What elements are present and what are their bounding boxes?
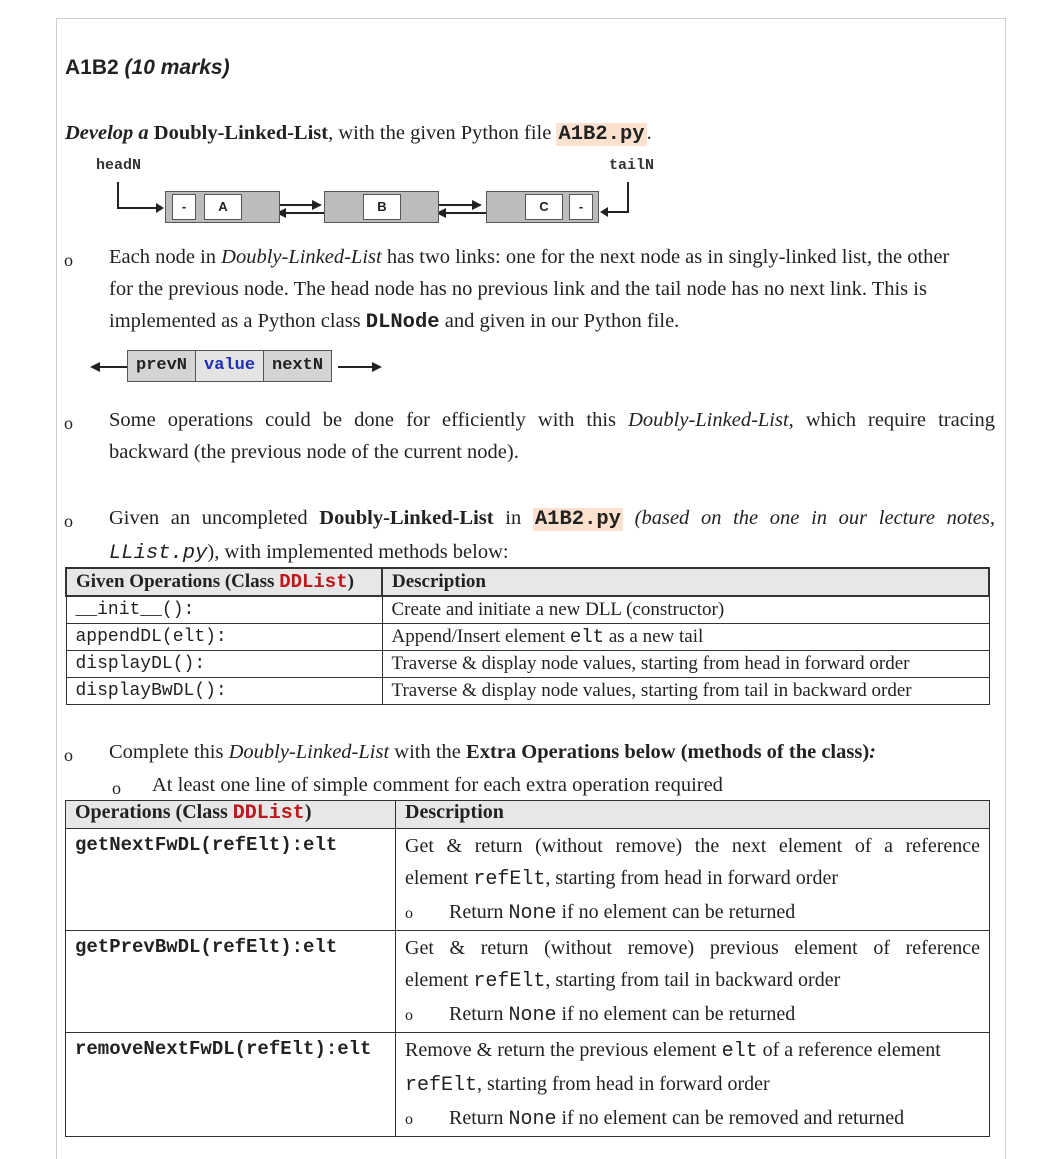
p1-class-code: DLNode: [365, 311, 440, 334]
intro-develop: Develop a: [65, 122, 149, 144]
t2-s1: Return: [449, 901, 504, 923]
bullet-3: o: [64, 511, 73, 531]
table-row: [66, 678, 989, 705]
t2-l2code: refElt: [473, 868, 546, 891]
t2-s-code: None: [508, 902, 557, 925]
head-pointer-arrow: [118, 182, 158, 208]
t2-head-desc: Description: [396, 801, 990, 829]
table-row: [66, 931, 990, 1033]
t2-s-code: None: [508, 1004, 557, 1027]
dlnode-box: [127, 350, 332, 382]
t2-s2: if no element can be returned: [561, 901, 796, 923]
p2-c: backward (the previous node of the current node).: [109, 441, 519, 463]
t1-desc-code: elt: [569, 626, 605, 648]
p4-a: Complete this: [109, 741, 224, 763]
bullet-1: o: [64, 250, 73, 270]
t2-sub-bullet: o: [405, 905, 413, 922]
t1-op: displayBwDL():: [66, 678, 382, 705]
para-given: [109, 502, 995, 570]
t2-desc: [396, 931, 990, 1033]
p2-b: , which require tracing: [788, 409, 995, 431]
p2-a-it: Doubly-Linked-List: [628, 409, 789, 431]
t2-l2a: element: [405, 969, 469, 991]
head-arrowhead: [156, 203, 164, 213]
table-row: [66, 651, 989, 678]
t2-l2b: , starting from head in forward order: [545, 867, 839, 889]
t1-desc-b: as a new tail: [608, 626, 704, 647]
node-b: [324, 191, 439, 223]
title-code: A1B2: [65, 56, 119, 79]
link-b-next-head: [472, 200, 482, 210]
next-arrowhead: [372, 362, 382, 372]
t2-class: DDList: [232, 802, 305, 825]
p3-file: A1B2.py: [534, 508, 621, 531]
t1-op: __init__():: [66, 596, 382, 624]
p1-d-end: and given in our Python file.: [444, 310, 680, 332]
p2-a: Some operations could be done for efficiently with this: [109, 409, 617, 431]
p1-c: for the previous node. The head node has no previous link and the tail node has no next link. This is: [109, 278, 927, 300]
table-row: [66, 1033, 990, 1137]
intro-dll: Doubly-Linked-List: [153, 122, 329, 144]
p4-bold: Extra Operations below (methods of the class): [466, 741, 870, 763]
t1-class: DDList: [279, 571, 348, 593]
link-a-next-head: [312, 200, 322, 210]
t2-op: getNextFwDL(refElt):elt: [66, 829, 396, 931]
intro-file: A1B2.py: [558, 123, 645, 146]
t2-head1: Operations (Class: [75, 801, 228, 823]
tail-arrowhead: [600, 207, 608, 217]
prev-arrowhead: [90, 362, 100, 372]
p4-colon: :: [869, 741, 876, 763]
t1-desc: [382, 624, 989, 651]
p3-a: Given an uncompleted: [109, 507, 308, 529]
para-node-links: [109, 241, 999, 339]
t2-l2code: refElt: [405, 1074, 478, 1097]
t2-s-code: None: [508, 1108, 557, 1131]
t1-op: displayDL():: [66, 651, 382, 678]
p4-b: with the: [394, 741, 461, 763]
p1-a: Each node in: [109, 246, 217, 268]
table-header: [66, 801, 990, 829]
t1-desc: Traverse & display node values, starting from head in forward order: [382, 651, 989, 678]
t2-op: getPrevBwDL(refElt):elt: [66, 931, 396, 1033]
t2-desc: [396, 829, 990, 931]
t2-head-ops: [66, 801, 396, 829]
bullet-4: o: [64, 745, 73, 765]
t2-desc: [396, 1033, 990, 1137]
t1-desc-a: Append/Insert element: [391, 626, 566, 647]
sub-bullet: o: [112, 778, 121, 798]
table-row: [66, 596, 989, 624]
p1-b: has two links: one for the next node as in singly-linked list, the other: [386, 246, 950, 268]
table-header: [66, 568, 989, 596]
t2-sub-bullet: o: [405, 1007, 413, 1024]
t2-l2a: element: [405, 867, 469, 889]
node-c: [486, 191, 599, 223]
intro-mid: , with the given Python file: [328, 122, 552, 144]
title-marks: (10 marks): [124, 56, 230, 79]
intro-end: .: [646, 122, 652, 144]
t1-head-ops: [66, 568, 382, 596]
table-row: [66, 829, 990, 931]
assignment-title: [65, 56, 230, 80]
head-label: headN: [96, 157, 142, 174]
node-c-value: C: [525, 194, 563, 220]
t2-s2: if no element can be removed and returned: [561, 1107, 905, 1129]
p3-end: ), with implemented methods below:: [207, 541, 509, 563]
given-operations-table: [65, 567, 990, 705]
t2-sub-bullet: o: [405, 1111, 413, 1128]
sub-requirement: At least one line of simple comment for each extra operation required: [152, 774, 723, 796]
t2-head1-end: ): [304, 801, 312, 823]
p3-italic: (based on the one in our lecture notes,: [634, 507, 995, 529]
field-prevN: prevN: [128, 351, 196, 381]
t2-l2code: refElt: [473, 970, 546, 993]
p4-a-it: Doubly-Linked-List: [228, 741, 390, 763]
t1-desc: Create and initiate a new DLL (constructor): [382, 596, 989, 624]
t2-l1: Get & return (without remove) the next element of a reference: [405, 835, 980, 857]
t2-l1b: of a reference element: [762, 1039, 941, 1061]
t2-l1: Get & return (without remove) previous element of reference: [405, 937, 980, 959]
t2-op: removeNextFwDL(refElt):elt: [66, 1033, 396, 1137]
p3-code: LList.py: [109, 542, 208, 565]
t2-s1: Return: [449, 1107, 504, 1129]
para-operations: [109, 404, 995, 468]
p3-in: in: [505, 507, 522, 529]
intro-line: [65, 117, 652, 151]
field-nextN: nextN: [272, 356, 324, 375]
t2-s2: if no element can be returned: [561, 1003, 796, 1025]
t1-head-desc: Description: [382, 568, 989, 596]
t2-s1: Return: [449, 1003, 504, 1025]
table-row: [66, 624, 989, 651]
t1-desc: Traverse & display node values, starting from tail in backward order: [382, 678, 989, 705]
node-a-prev: -: [172, 194, 196, 220]
p1-a-it: Doubly-Linked-List: [221, 246, 382, 268]
t2-l2b: , starting from tail in backward order: [545, 969, 841, 991]
node-b-value: B: [363, 194, 401, 220]
bullet-2: o: [64, 413, 73, 433]
tail-pointer-arrow: [606, 182, 628, 212]
tail-label: tailN: [609, 157, 655, 174]
t1-head1: Given Operations (Class: [76, 571, 275, 592]
t1-head1-end: ): [347, 571, 354, 592]
p1-d: implemented as a Python class: [109, 310, 361, 332]
p3-bold: Doubly-Linked-List: [319, 507, 494, 529]
t2-l2b: , starting from head in forward order: [477, 1073, 770, 1095]
para-complete: [109, 736, 995, 768]
t1-op: appendDL(elt):: [66, 624, 382, 651]
extra-operations-table: [65, 800, 990, 1137]
node-a-value: A: [204, 194, 242, 220]
field-value: value: [196, 351, 264, 381]
node-a: [165, 191, 280, 223]
t2-l1code: elt: [721, 1040, 758, 1063]
node-c-next: -: [569, 194, 593, 220]
t2-l1a: Remove & return the previous element: [405, 1039, 717, 1061]
